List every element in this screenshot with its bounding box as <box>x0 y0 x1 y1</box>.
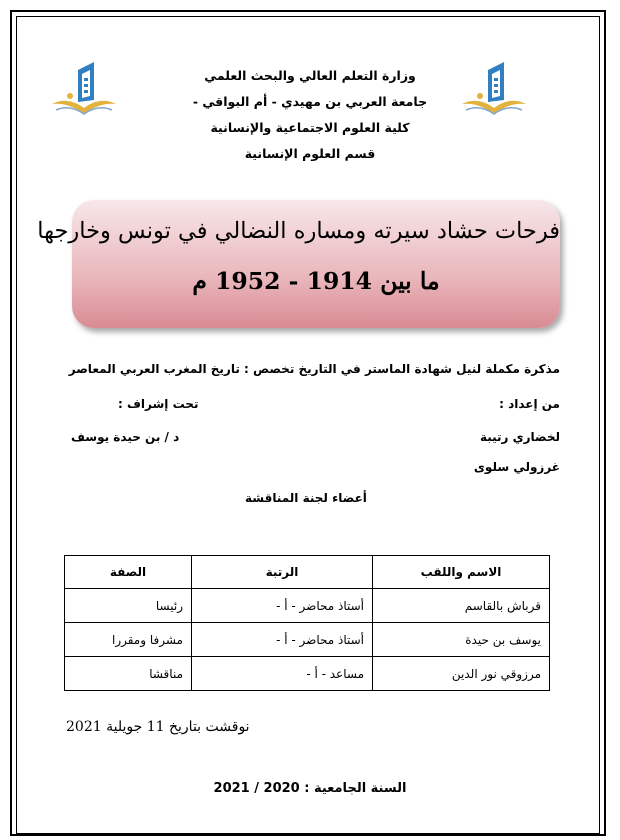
jury-member-name: يوسف بن حيدة <box>373 623 550 657</box>
defense-date: نوقشت بتاريخ 11 جويلية 2021 <box>66 719 250 735</box>
thesis-title-line1: فرحات حشاد سيرته ومساره النضالي في تونس وخارجها <box>37 218 560 244</box>
academic-year: السنة الجامعية : 2020 / 2021 <box>213 781 407 796</box>
jury-title: أعضاء لجنة المناقشة <box>245 491 367 505</box>
table-row <box>65 589 550 623</box>
university-logo-left <box>48 52 120 124</box>
jury-member-rank: أستاذ محاضر - أ - <box>192 623 373 657</box>
thesis-title-box <box>37 200 560 328</box>
supervision-label: تحت إشراف : <box>118 397 199 411</box>
col-header-role: الصفة <box>65 556 192 589</box>
jury-member-role: رئيسا <box>65 589 192 623</box>
institution-header <box>150 68 470 172</box>
jury-table <box>64 555 550 691</box>
jury-member-name: مرزوقي نور الدين <box>373 657 550 691</box>
jury-member-rank: مساعد - أ - <box>192 657 373 691</box>
jury-member-name: قرباش بالقاسم <box>373 589 550 623</box>
jury-member-rank: أستاذ محاضر - أ - <box>192 589 373 623</box>
table-row <box>65 657 550 691</box>
thesis-title-line2: ما بين 1914 - 1952 م <box>192 267 440 295</box>
table-row <box>65 623 550 657</box>
jury-member-role: مشرفا ومقررا <box>65 623 192 657</box>
department-name: قسم العلوم الإنسانية <box>244 146 376 161</box>
ministry-name: وزارة التعلم العالي والبحث العلمي <box>204 68 416 83</box>
col-header-name: الاسم واللقب <box>373 556 550 589</box>
university-name: جامعة العربي بن مهيدي - أم البواقي - <box>192 94 428 109</box>
col-header-rank: الرتبة <box>192 556 373 589</box>
faculty-name: كلية العلوم الاجتماعية والإنسانية <box>210 120 410 135</box>
jury-header-row <box>65 556 550 589</box>
jury-member-role: مناقشا <box>65 657 192 691</box>
prepared-by-label: من إعداد : <box>499 397 560 411</box>
student-name-1: لخضاري رتيبة <box>479 430 560 444</box>
student-name-2: غرزولي سلوى <box>473 460 560 474</box>
memo-description: مذكرة مكملة لنيل شهادة الماستر في التاريخ تخصص : تاريخ المغرب العربي المعاصر <box>68 362 560 376</box>
supervisor-name: د / بن حيدة يوسف <box>71 430 180 444</box>
